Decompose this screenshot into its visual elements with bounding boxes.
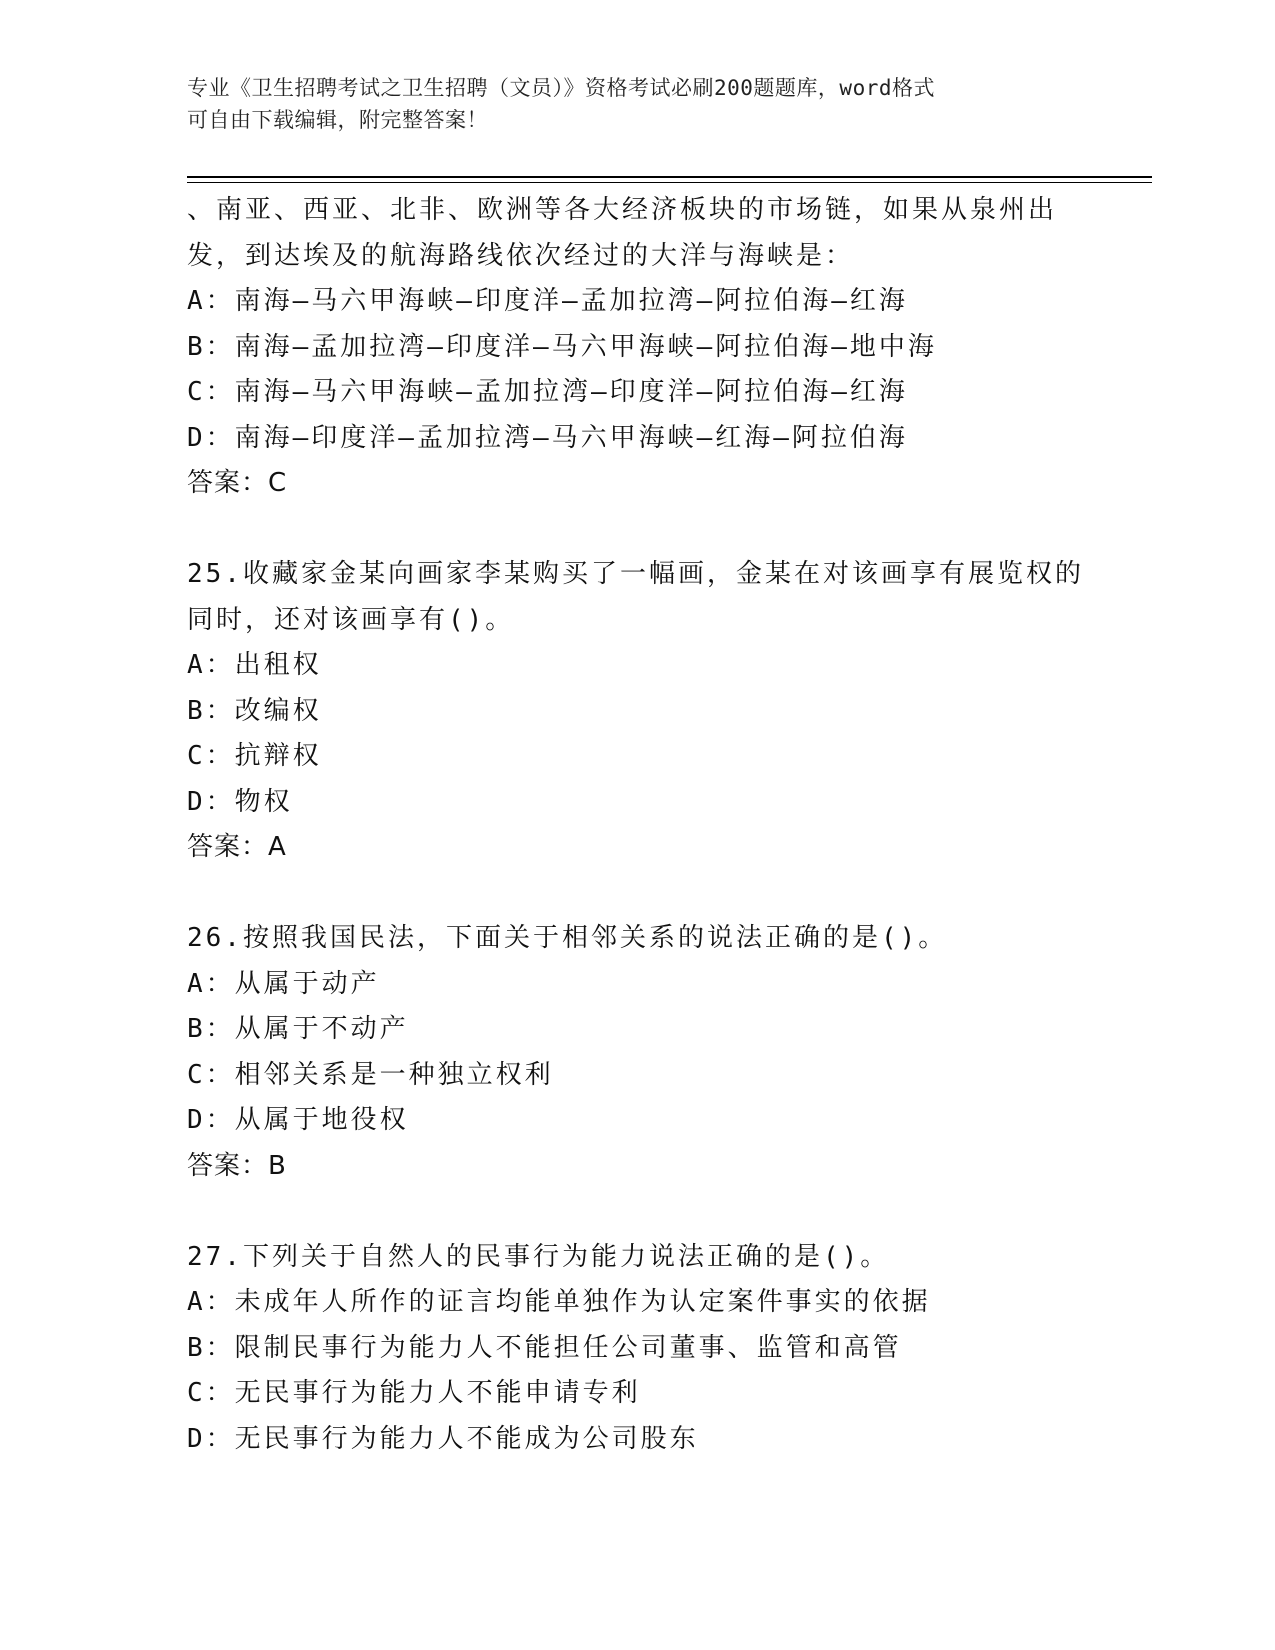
option-a: A：出租权 [187, 650, 322, 680]
document-body [187, 188, 1147, 1462]
option-d: D：从属于地役权 [187, 1105, 409, 1135]
question-stem-line: 发，到达埃及的航海路线依次经过的大洋与海峡是： [187, 240, 855, 271]
option-b: B：限制民事行为能力人不能担任公司董事、监管和高管 [187, 1332, 902, 1363]
option-c: C：南海—马六甲海峡—孟加拉湾—印度洋—阿拉伯海—红海 [187, 377, 908, 407]
option-a: A：未成年人所作的证言均能单独作为认定案件事实的依据 [187, 1287, 931, 1317]
option-d: D：物权 [187, 786, 293, 817]
header-line-1: 专业《卫生招聘考试之卫生招聘（文员）》资格考试必刷200题题库，word格式 [187, 76, 935, 100]
question-24-continuation [187, 188, 1147, 507]
header-rule-thin [187, 182, 1152, 183]
question-stem-line: 27.下列关于自然人的民事行为能力说法正确的是()。 [187, 1241, 890, 1272]
option-d: D：无民事行为能力人不能成为公司股东 [187, 1423, 699, 1454]
option-c: C：抗辩权 [187, 741, 322, 771]
option-b: B：从属于不动产 [187, 1014, 409, 1044]
spacer [187, 507, 1147, 553]
page-header [187, 72, 1087, 136]
spacer [187, 871, 1147, 917]
question-stem-line: 、南亚、西亚、北非、欧洲等各大经济板块的市场链，如果从泉州出 [187, 195, 1058, 225]
question-26 [187, 916, 1147, 1189]
option-d: D：南海—印度洋—孟加拉湾—马六甲海峡—红海—阿拉伯海 [187, 422, 908, 453]
header-rule-thick [187, 176, 1152, 178]
question-stem-line: 26.按照我国民法，下面关于相邻关系的说法正确的是()。 [187, 923, 948, 953]
option-c: C：无民事行为能力人不能申请专利 [187, 1378, 641, 1408]
question-stem-line: 25.收藏家金某向画家李某购买了一幅画，金某在对该画享有展览权的 [187, 559, 1084, 589]
option-c: C：相邻关系是一种独立权利 [187, 1059, 554, 1090]
answer-line: 答案：B [187, 1150, 287, 1181]
question-25 [187, 552, 1147, 871]
question-27 [187, 1235, 1147, 1463]
spacer [187, 1189, 1147, 1235]
option-b: B：南海—孟加拉湾—印度洋—马六甲海峡—阿拉伯海—地中海 [187, 331, 937, 362]
question-stem-line: 同时，还对该画享有()。 [187, 604, 515, 635]
answer-line: 答案：A [187, 832, 287, 862]
option-a: A：从属于动产 [187, 968, 380, 999]
header-line-2: 可自由下载编辑，附完整答案！ [187, 108, 488, 132]
answer-line: 答案：C [187, 468, 288, 498]
option-b: B：改编权 [187, 695, 322, 726]
option-a: A：南海—马六甲海峡—印度洋—孟加拉湾—阿拉伯海—红海 [187, 286, 908, 316]
